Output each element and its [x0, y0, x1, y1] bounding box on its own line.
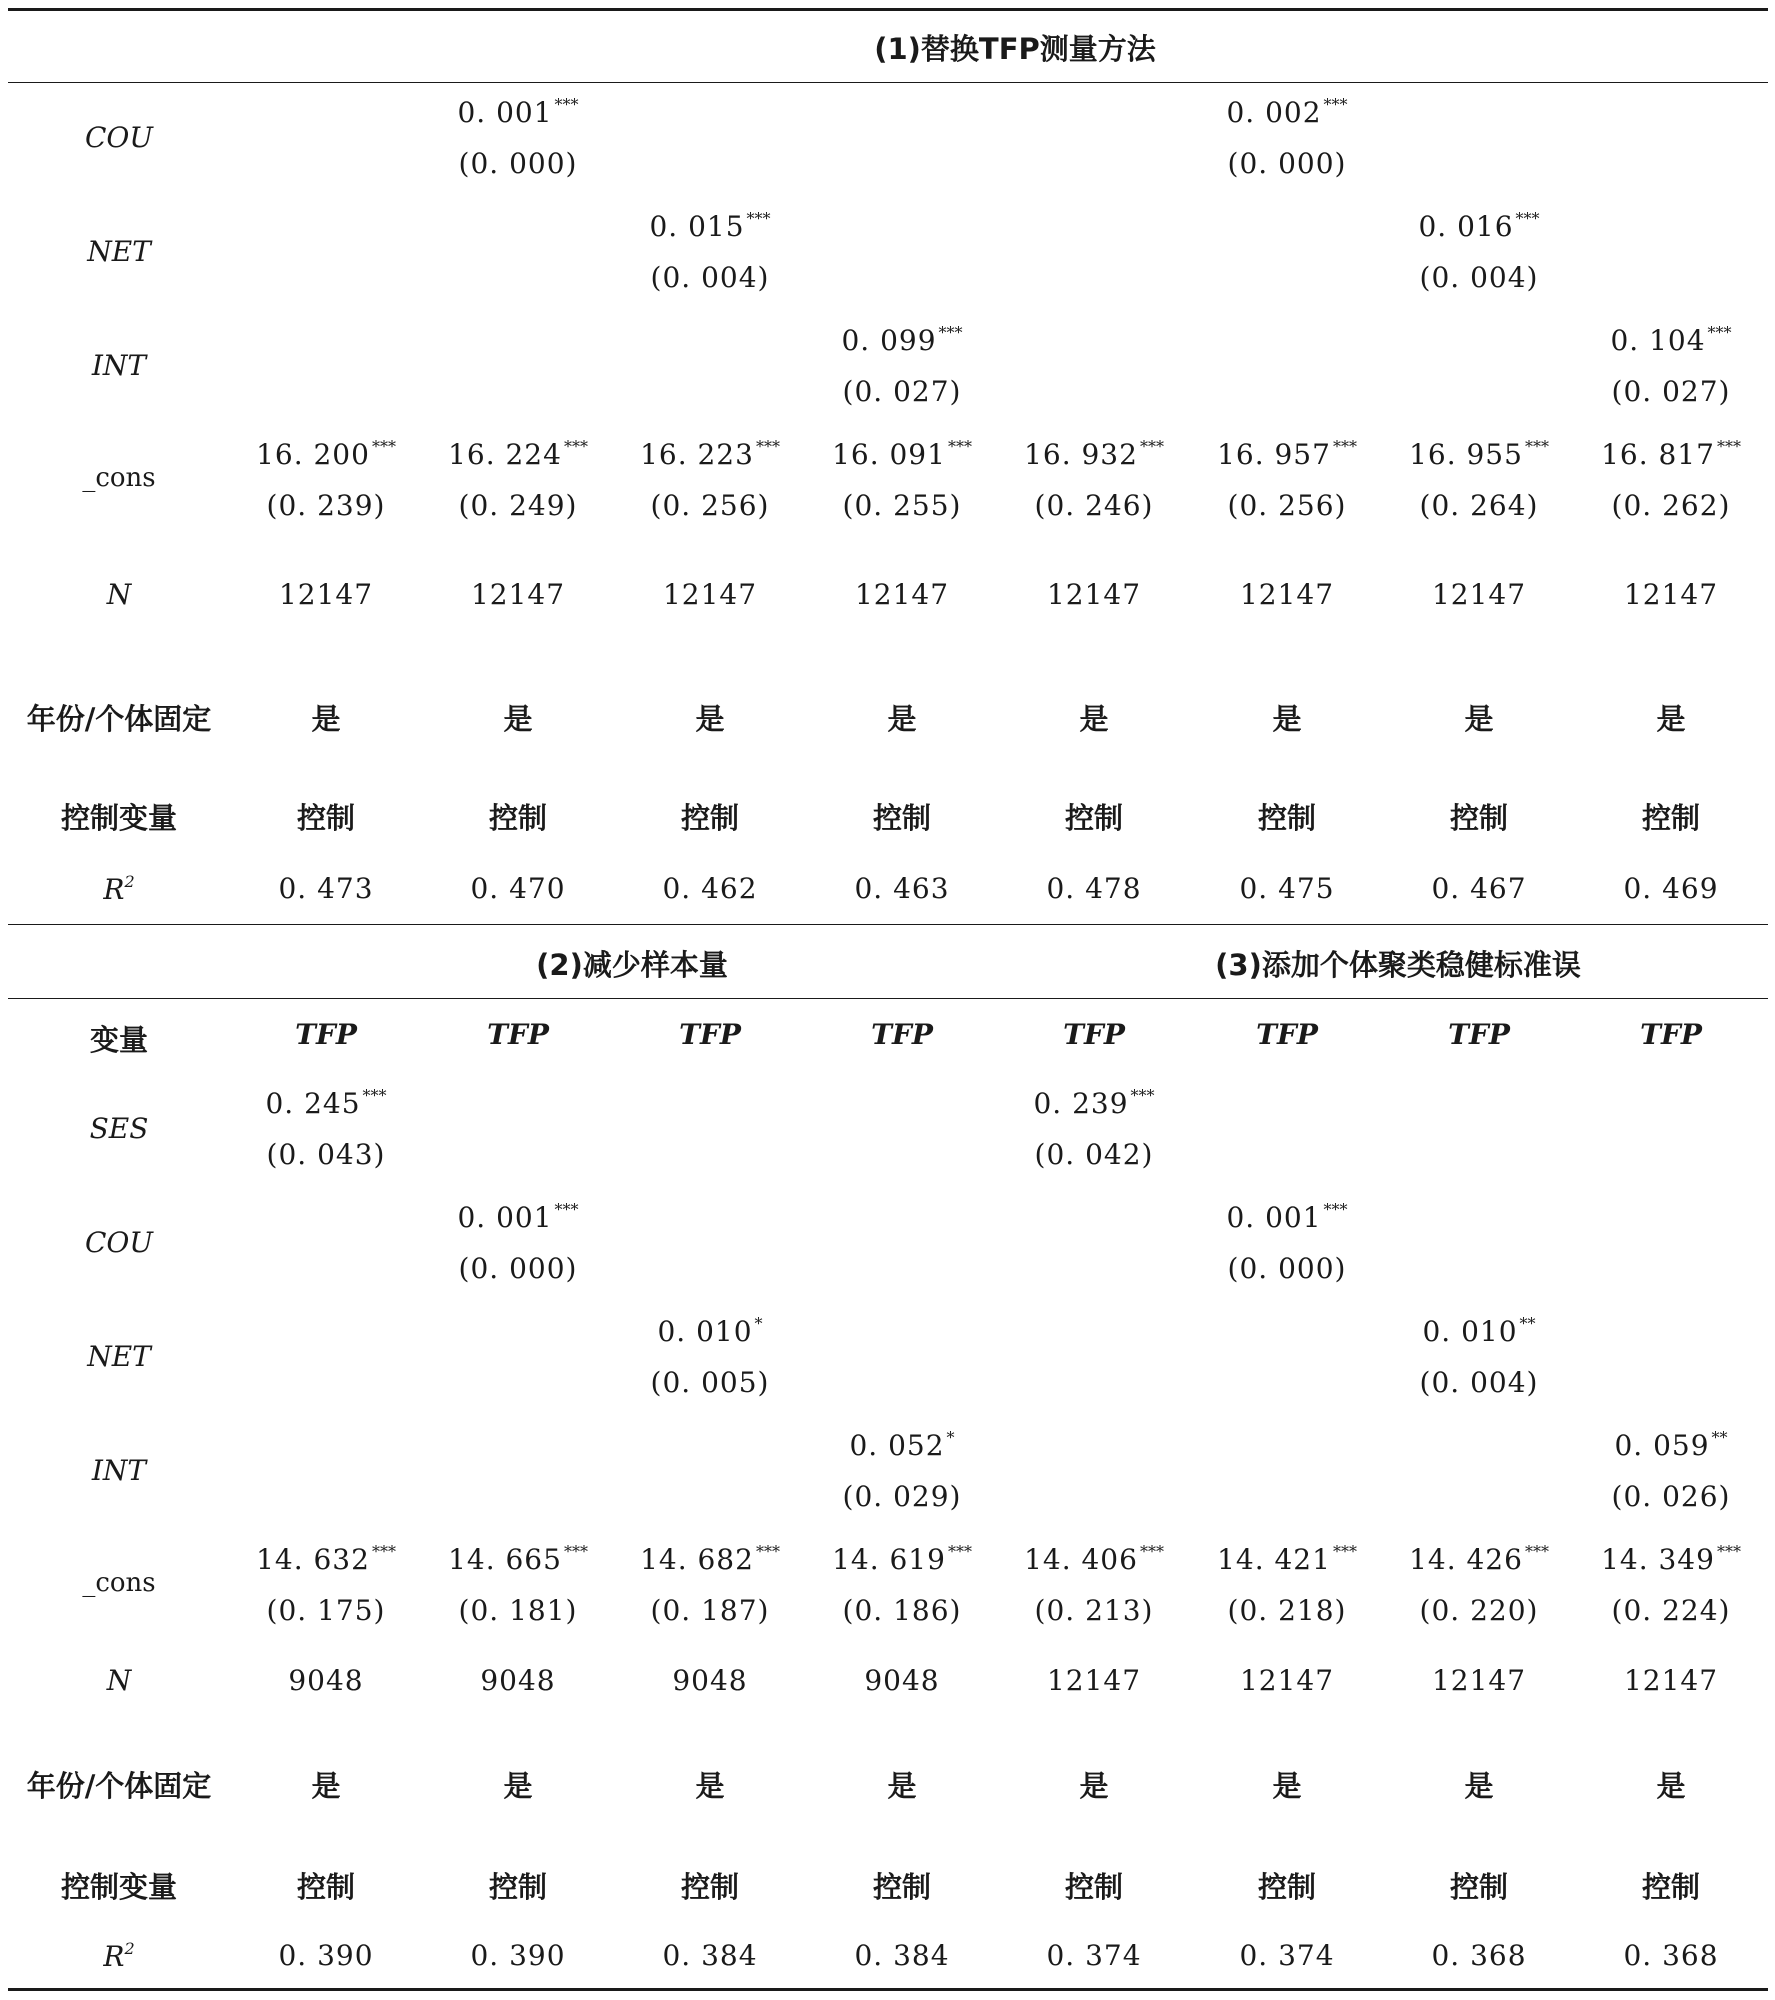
- standard-error: (0. 264): [1419, 489, 1539, 522]
- fixed-effects-value: 是: [1464, 702, 1494, 736]
- significance-stars: ***: [1332, 1542, 1357, 1561]
- n-value: 9048: [480, 1664, 556, 1697]
- significance-stars: **: [1519, 1314, 1536, 1333]
- coefficient-value: 0. 059: [1614, 1429, 1710, 1462]
- coefficient-value: 0. 001: [457, 1201, 553, 1234]
- controls-value: 控制: [872, 801, 932, 835]
- significance-stars: *: [754, 1314, 763, 1333]
- n-value: 12147: [1239, 1664, 1335, 1697]
- n-value: 12147: [662, 578, 758, 611]
- coefficient: [256, 1542, 396, 1576]
- coefficient-value: 0. 001: [1226, 1201, 1322, 1234]
- coefficient-value: 16. 957: [1217, 438, 1331, 471]
- controls-value: 控制: [1064, 1870, 1124, 1904]
- significance-stars: ***: [938, 323, 963, 342]
- fixed-effects-label: 年份/个体固定: [26, 702, 212, 736]
- controls-value: 控制: [1641, 1870, 1701, 1904]
- significance-stars: ***: [554, 1200, 579, 1219]
- coefficient: [1409, 437, 1549, 471]
- n-value: 9048: [672, 1664, 748, 1697]
- significance-stars: ***: [554, 95, 579, 114]
- r2-value: 0. 478: [1046, 872, 1142, 905]
- significance-stars: *: [946, 1428, 955, 1447]
- r2-superscript: 2: [124, 872, 135, 891]
- coefficient: [657, 1314, 762, 1348]
- coefficient: [1614, 1428, 1727, 1462]
- significance-stars: ***: [1716, 1542, 1741, 1561]
- significance-stars: ***: [947, 437, 972, 456]
- controls-value: 控制: [296, 801, 356, 835]
- coefficient: [457, 95, 578, 129]
- r2-label: [103, 1939, 134, 1973]
- standard-error: (0. 029): [842, 1480, 962, 1513]
- row-label: INT: [91, 349, 147, 382]
- fixed-effects-value: 是: [1464, 1769, 1494, 1803]
- standard-error: (0. 000): [458, 1252, 578, 1285]
- coefficient: [1024, 1542, 1164, 1576]
- r2-label: [103, 872, 134, 906]
- coefficient-value: 0. 015: [649, 210, 745, 243]
- fixed-effects-value: 是: [1079, 1769, 1109, 1803]
- standard-error: (0. 042): [1034, 1138, 1154, 1171]
- coefficient: [1422, 1314, 1535, 1348]
- coefficient-value: 16. 224: [448, 438, 562, 471]
- panel-divider-rule: [8, 924, 1768, 925]
- n-label: N: [106, 578, 132, 611]
- standard-error: (0. 262): [1611, 489, 1731, 522]
- r2-value: 0. 390: [470, 1939, 566, 1972]
- row-label: COU: [85, 121, 153, 154]
- coefficient: [256, 437, 396, 471]
- fixed-effects-value: 是: [1272, 1769, 1302, 1803]
- top-rule: [8, 8, 1768, 11]
- r2-letter: R: [103, 873, 125, 906]
- standard-error: (0. 026): [1611, 1480, 1731, 1513]
- fixed-effects-value: 是: [503, 1769, 533, 1803]
- coefficient: [849, 1428, 954, 1462]
- coefficient-value: 14. 349: [1601, 1543, 1715, 1576]
- coefficient: [457, 1200, 578, 1234]
- coefficient: [832, 437, 972, 471]
- dependent-variable-header: TFP: [871, 1018, 933, 1051]
- n-value: 9048: [864, 1664, 940, 1697]
- row-label: _cons: [82, 1568, 156, 1598]
- controls-label: 控制变量: [60, 801, 178, 835]
- n-value: 12147: [1431, 1664, 1527, 1697]
- fixed-effects-value: 是: [1656, 702, 1686, 736]
- coefficient-value: 16. 817: [1601, 438, 1715, 471]
- coefficient-value: 0. 001: [457, 96, 553, 129]
- coefficient-value: 14. 632: [256, 1543, 370, 1576]
- n-value: 12147: [1431, 578, 1527, 611]
- controls-value: 控制: [1064, 801, 1124, 835]
- dependent-variable-header: TFP: [295, 1018, 357, 1051]
- controls-value: 控制: [1257, 1870, 1317, 1904]
- fixed-effects-value: 是: [311, 702, 341, 736]
- coefficient: [841, 323, 962, 357]
- variable-header: 变量: [89, 1023, 149, 1057]
- standard-error: (0. 181): [458, 1594, 578, 1627]
- coefficient-value: 16. 200: [256, 438, 370, 471]
- significance-stars: ***: [1139, 437, 1164, 456]
- coefficient-value: 14. 619: [832, 1543, 946, 1576]
- significance-stars: ***: [746, 209, 771, 228]
- standard-error: (0. 005): [650, 1366, 770, 1399]
- r2-value: 0. 470: [470, 872, 566, 905]
- standard-error: (0. 004): [1419, 1366, 1539, 1399]
- significance-stars: ***: [1139, 1542, 1164, 1561]
- coefficient-value: 0. 016: [1418, 210, 1514, 243]
- coefficient-value: 16. 932: [1024, 438, 1138, 471]
- controls-label: 控制变量: [60, 1870, 178, 1904]
- significance-stars: ***: [362, 1086, 387, 1105]
- significance-stars: ***: [1323, 1200, 1348, 1219]
- fixed-effects-value: 是: [695, 1769, 725, 1803]
- fixed-effects-value: 是: [887, 1769, 917, 1803]
- n-value: 12147: [1046, 1664, 1142, 1697]
- standard-error: (0. 000): [1227, 147, 1347, 180]
- n-value: 12147: [470, 578, 566, 611]
- controls-value: 控制: [488, 801, 548, 835]
- coefficient-value: 0. 104: [1610, 324, 1706, 357]
- fixed-effects-value: 是: [1079, 702, 1109, 736]
- controls-value: 控制: [1641, 801, 1701, 835]
- significance-stars: ***: [371, 1542, 396, 1561]
- standard-error: (0. 027): [1611, 375, 1731, 408]
- standard-error: (0. 213): [1034, 1594, 1154, 1627]
- controls-value: 控制: [680, 801, 740, 835]
- dependent-variable-header: TFP: [1256, 1018, 1318, 1051]
- standard-error: (0. 256): [1227, 489, 1347, 522]
- n-value: 12147: [854, 578, 950, 611]
- row-label: COU: [85, 1226, 153, 1259]
- coefficient-value: 14. 406: [1024, 1543, 1138, 1576]
- controls-value: 控制: [1257, 801, 1317, 835]
- r2-value: 0. 463: [854, 872, 950, 905]
- standard-error: (0. 027): [842, 375, 962, 408]
- dependent-variable-header: TFP: [487, 1018, 549, 1051]
- coefficient: [1601, 1542, 1741, 1576]
- fixed-effects-value: 是: [887, 702, 917, 736]
- coefficient: [1217, 437, 1357, 471]
- bottom-rule: [8, 1988, 1768, 1991]
- controls-value: 控制: [1449, 801, 1509, 835]
- coefficient-value: 0. 099: [841, 324, 937, 357]
- fixed-effects-value: 是: [695, 702, 725, 736]
- significance-stars: ***: [1332, 437, 1357, 456]
- coefficient: [1024, 437, 1164, 471]
- standard-error: (0. 004): [1419, 261, 1539, 294]
- significance-stars: ***: [1130, 1086, 1155, 1105]
- n-label: N: [106, 1664, 132, 1697]
- dependent-variable-header: TFP: [1448, 1018, 1510, 1051]
- significance-stars: ***: [755, 1542, 780, 1561]
- standard-error: (0. 000): [1227, 1252, 1347, 1285]
- panel1-heading-rule: [8, 82, 1768, 83]
- r2-value: 0. 374: [1239, 1939, 1335, 1972]
- coefficient: [1226, 1200, 1347, 1234]
- dependent-variable-header: TFP: [679, 1018, 741, 1051]
- significance-stars: ***: [563, 437, 588, 456]
- r2-value: 0. 384: [854, 1939, 950, 1972]
- fixed-effects-value: 是: [503, 702, 533, 736]
- panel3-heading: (3)添加个体聚类稳健标准误: [1215, 948, 1581, 982]
- n-value: 12147: [1623, 1664, 1719, 1697]
- controls-value: 控制: [680, 1870, 740, 1904]
- standard-error: (0. 249): [458, 489, 578, 522]
- r2-value: 0. 467: [1431, 872, 1527, 905]
- controls-value: 控制: [296, 1870, 356, 1904]
- dependent-variable-header: TFP: [1063, 1018, 1125, 1051]
- standard-error: (0. 256): [650, 489, 770, 522]
- coefficient-value: 0. 010: [1422, 1315, 1518, 1348]
- coefficient-value: 0. 010: [657, 1315, 753, 1348]
- coefficient-value: 0. 245: [265, 1087, 361, 1120]
- significance-stars: ***: [1524, 1542, 1549, 1561]
- standard-error: (0. 000): [458, 147, 578, 180]
- coefficient-value: 14. 426: [1409, 1543, 1523, 1576]
- row-label: _cons: [82, 463, 156, 493]
- r2-superscript: 2: [124, 1939, 135, 1958]
- standard-error: (0. 187): [650, 1594, 770, 1627]
- coefficient-value: 16. 955: [1409, 438, 1523, 471]
- coefficient: [640, 437, 780, 471]
- n-value: 9048: [288, 1664, 364, 1697]
- significance-stars: ***: [755, 437, 780, 456]
- r2-value: 0. 475: [1239, 872, 1335, 905]
- significance-stars: ***: [1707, 323, 1732, 342]
- standard-error: (0. 239): [266, 489, 386, 522]
- coefficient: [1601, 437, 1741, 471]
- fixed-effects-value: 是: [1272, 702, 1302, 736]
- standard-error: (0. 175): [266, 1594, 386, 1627]
- significance-stars: ***: [1716, 437, 1741, 456]
- coefficient: [448, 437, 588, 471]
- standard-error: (0. 043): [266, 1138, 386, 1171]
- coefficient: [1610, 323, 1731, 357]
- significance-stars: ***: [1323, 95, 1348, 114]
- significance-stars: ***: [563, 1542, 588, 1561]
- r2-value: 0. 374: [1046, 1939, 1142, 1972]
- panel1-heading: (1)替换TFP测量方法: [874, 32, 1156, 66]
- n-value: 12147: [1239, 578, 1335, 611]
- row-label: NET: [87, 235, 151, 268]
- coefficient-value: 0. 052: [849, 1429, 945, 1462]
- r2-value: 0. 368: [1431, 1939, 1527, 1972]
- standard-error: (0. 220): [1419, 1594, 1539, 1627]
- coefficient: [1226, 95, 1347, 129]
- row-label: SES: [89, 1112, 149, 1145]
- coefficient-value: 14. 421: [1217, 1543, 1331, 1576]
- n-value: 12147: [1623, 578, 1719, 611]
- r2-value: 0. 462: [662, 872, 758, 905]
- standard-error: (0. 004): [650, 261, 770, 294]
- coefficient: [832, 1542, 972, 1576]
- controls-value: 控制: [872, 1870, 932, 1904]
- r2-value: 0. 473: [278, 872, 374, 905]
- r2-letter: R: [103, 1940, 125, 1973]
- standard-error: (0. 186): [842, 1594, 962, 1627]
- row-label: INT: [91, 1454, 147, 1487]
- controls-value: 控制: [1449, 1870, 1509, 1904]
- r2-value: 0. 469: [1623, 872, 1719, 905]
- standard-error: (0. 255): [842, 489, 962, 522]
- coefficient: [1033, 1086, 1154, 1120]
- significance-stars: ***: [947, 1542, 972, 1561]
- coefficient: [649, 209, 770, 243]
- coefficient-value: 0. 239: [1033, 1087, 1129, 1120]
- coefficient: [640, 1542, 780, 1576]
- significance-stars: ***: [371, 437, 396, 456]
- coefficient: [1409, 1542, 1549, 1576]
- standard-error: (0. 218): [1227, 1594, 1347, 1627]
- coefficient-value: 14. 682: [640, 1543, 754, 1576]
- fixed-effects-label: 年份/个体固定: [26, 1769, 212, 1803]
- n-value: 12147: [278, 578, 374, 611]
- significance-stars: **: [1711, 1428, 1728, 1447]
- n-value: 12147: [1046, 578, 1142, 611]
- significance-stars: ***: [1515, 209, 1540, 228]
- panel2-heading-rule: [8, 998, 1768, 999]
- fixed-effects-value: 是: [1656, 1769, 1686, 1803]
- r2-value: 0. 390: [278, 1939, 374, 1972]
- row-label: NET: [87, 1340, 151, 1373]
- coefficient-value: 0. 002: [1226, 96, 1322, 129]
- coefficient-value: 16. 223: [640, 438, 754, 471]
- coefficient: [1217, 1542, 1357, 1576]
- coefficient: [448, 1542, 588, 1576]
- coefficient: [265, 1086, 386, 1120]
- coefficient-value: 14. 665: [448, 1543, 562, 1576]
- significance-stars: ***: [1524, 437, 1549, 456]
- standard-error: (0. 224): [1611, 1594, 1731, 1627]
- standard-error: (0. 246): [1034, 489, 1154, 522]
- dependent-variable-header: TFP: [1640, 1018, 1702, 1051]
- controls-value: 控制: [488, 1870, 548, 1904]
- coefficient-value: 16. 091: [832, 438, 946, 471]
- fixed-effects-value: 是: [311, 1769, 341, 1803]
- panel2-heading: (2)减少样本量: [536, 948, 728, 982]
- r2-value: 0. 384: [662, 1939, 758, 1972]
- coefficient: [1418, 209, 1539, 243]
- r2-value: 0. 368: [1623, 1939, 1719, 1972]
